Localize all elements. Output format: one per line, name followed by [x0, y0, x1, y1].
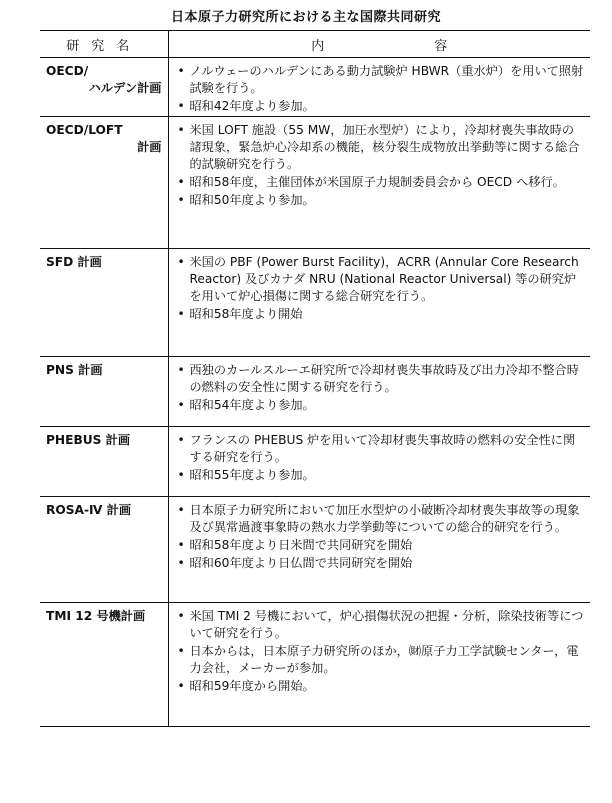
project-name — [40, 497, 168, 603]
table-row — [40, 427, 590, 497]
content-item: • 西独のカールスルーエ研究所で冷却材喪失事故時及び出力冷却不整合時の燃料の安全性に関する研究を行う。 — [177, 362, 585, 396]
content-list — [177, 254, 585, 323]
content-item: • 昭和58年度，主催団体が米国原子力規制委員会から OECD へ移行。 — [177, 174, 585, 191]
content-item: • 昭和59年度から開始。 — [177, 678, 585, 695]
content-list — [177, 608, 585, 695]
project-name-line: 計画 — [137, 140, 162, 154]
project-content — [168, 58, 590, 117]
project-name — [40, 357, 168, 427]
content-list — [177, 63, 585, 115]
content-list — [177, 362, 585, 414]
project-content — [168, 117, 590, 249]
content-item: • 日本からは，日本原子力研究所のほか，㈶原子力工学試験センター，電力会社，メーカーが参加。 — [177, 643, 585, 677]
project-content — [168, 497, 590, 603]
project-name-line: PHEBUS 計画 — [46, 433, 131, 447]
project-name-line: OECD/ — [46, 64, 89, 78]
header-content: 内容 — [168, 31, 590, 58]
content-item: • 昭和60年度より日仏間で共同研究を開始 — [177, 555, 585, 572]
content-item: • 米国 TMI 2 号機において，炉心損傷状況の把握・分析，除染技術等について研究を行う。 — [177, 608, 585, 642]
table-row — [40, 603, 590, 727]
table-row — [40, 497, 590, 603]
content-item: • 昭和55年度より参加。 — [177, 467, 585, 484]
content-item: • 昭和54年度より参加。 — [177, 397, 585, 414]
project-name-line: SFD 計画 — [46, 255, 102, 269]
table-header-row — [40, 31, 590, 58]
content-list — [177, 502, 585, 572]
project-name-line: OECD/LOFT — [46, 123, 123, 137]
project-content — [168, 427, 590, 497]
project-content — [168, 603, 590, 727]
project-name — [40, 427, 168, 497]
project-name-line: TMI 12 号機計画 — [46, 609, 146, 623]
project-name — [40, 117, 168, 249]
content-item: • 昭和50年度より参加。 — [177, 192, 585, 209]
page-title: 日本原子力研究所における主な国際共同研究 — [170, 10, 441, 25]
content-item: • フランスの PHEBUS 炉を用いて冷却材喪失事故時の燃料の安全性に関する研究を行う。 — [177, 432, 585, 466]
project-name — [40, 249, 168, 357]
project-content — [168, 357, 590, 427]
content-item: • 昭和42年度より参加。 — [177, 98, 585, 115]
table-row — [40, 249, 590, 357]
research-table — [40, 30, 590, 727]
content-item: • 昭和58年度より開始 — [177, 306, 585, 323]
content-item: • 米国の PBF (Power Burst Facility)，ACRR (Annular Core Research Reactor) 及びカナダ NRU (National Reactor Universal) 等の研究炉を用いて炉心損傷に関する総合研究を行う。 — [177, 254, 585, 305]
table-row — [40, 58, 590, 117]
content-item: • 日本原子力研究所において加圧水型炉の小破断冷却材喪失事故等の現象及び異常過渡事象時の熱水力学挙動等についての総合的研究を行う。 — [177, 502, 585, 536]
content-list — [177, 122, 585, 209]
content-list — [177, 432, 585, 484]
content-item: • ノルウェーのハルデンにある動力試験炉 HBWR（重水炉）を用いて照射試験を行う。 — [177, 63, 585, 97]
project-name — [40, 603, 168, 727]
content-item: • 米国 LOFT 施設（55 MW，加圧水型炉）により，冷却材喪失事故時の諸現象，緊急炉心冷却系の機能，核分裂生成物放出挙動等に関する総合的試験研究を行う。 — [177, 122, 585, 173]
project-name-line: ROSA-Ⅳ 計画 — [46, 503, 132, 517]
content-item: • 昭和58年度より日米間で共同研究を開始 — [177, 537, 585, 554]
header-name: 研究名 — [40, 31, 168, 58]
table-row — [40, 357, 590, 427]
project-name-line: ハルデン計画 — [88, 81, 162, 95]
table-row — [40, 117, 590, 249]
project-content — [168, 249, 590, 357]
project-name — [40, 58, 168, 117]
project-name-line: PNS 計画 — [46, 363, 103, 377]
